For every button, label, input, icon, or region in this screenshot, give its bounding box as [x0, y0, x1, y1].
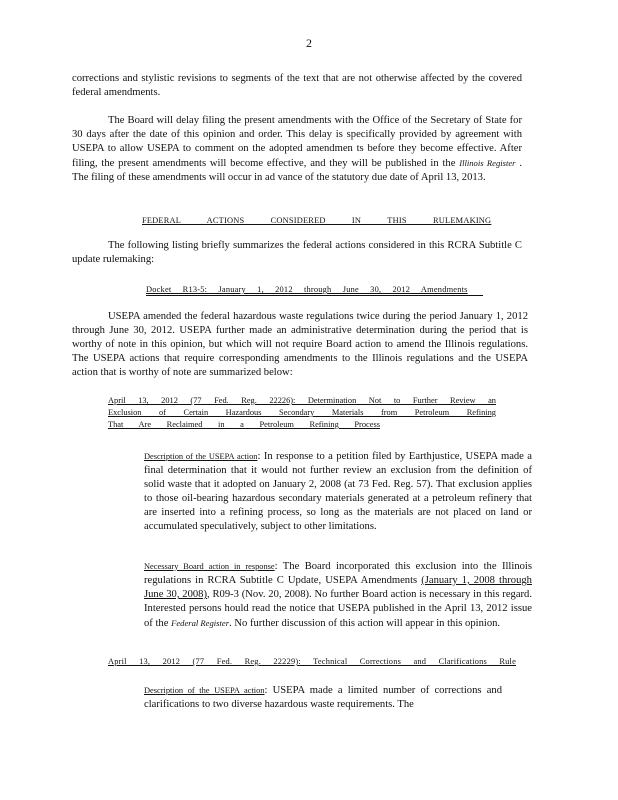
description-label-2: Description of the USEPA action	[144, 686, 265, 695]
heading-federal-actions: FEDERAL ACTIONS CONSIDERED IN THIS RULEMAKING	[142, 216, 492, 225]
illinois-register-title: Illinois Register	[459, 158, 516, 168]
paragraph-listing-summary: The following listing briefly summarizes the federal actions considered in this RCRA Subtitle C update rulemaking:	[72, 240, 522, 265]
item2-description: Description of the USEPA action: USEPA made a limited number of corrections and clarifications to two diverse hazardous waste requirements. The	[144, 685, 502, 710]
paragraph-filing-delay: The Board will delay filing the present amendments with the Office of the Secretary of State for 30 days after the date of this opinion and order. This delay is specifically provided by agreement with USEPA to allow USEPA to comment on the adopted amendmen ts before they become effective. After filing, the present amendments will become effective, and they will be published in the Illinois Register . The filing of these amendments will occur in ad vance of the statutory due date of April 13, 2013.	[72, 115, 522, 183]
board-action-label: Necessary Board action in response	[144, 562, 275, 571]
item2-heading: April 13, 2012 (77 Fed. Reg. 22229): Technical Corrections and Clarifications Rule	[108, 657, 516, 666]
federal-register-title: Federal Register	[171, 618, 230, 628]
paragraph-usepa-amended: USEPA amended the federal hazardous waste regulations twice during the period January 1, 2012 through June 30, 2012. USEPA further made an administrative determination during the period that is worthy of note in this opinion, but which will not require Board action to amend the Illinois regulations. The USEPA actions that require corresponding amendments to the Illinois regulations and the USEPA action that is worthy of note are summarized below:	[72, 311, 528, 378]
item1-description: Description of the USEPA action: In response to a petition filed by Earthjustice, USEPA made a final determination that it would not further review an exclusion from the definition of solid waste that it adopted on January 2, 2008 (at 73 Fed. Reg. 57). That exclusion applies to those oil-bearing hazardous secondary materials generated at a petroleum refinery that are inserted into a refining process, so long as the materials are not placed on land or accumulated speculatively, subject to other limitations.	[144, 451, 533, 532]
heading-docket: Docket R13-5: January 1, 2012 through June 30, 2012 Amendments	[146, 285, 468, 294]
item1-heading: April 13, 2012 (77 Fed. Reg. 22226): Determination Not to Further Review an Exclusion of Certain Hazardous Secondary Materials from Petroleum Refining That Are Reclaimed in a Petroleum Refining Process	[108, 396, 496, 429]
item1-board-response: Necessary Board action in response: The Board incorporated this exclusion into the Illinois regulations in RCRA Subtitle C Update, USEPA Amendments (January 1, 2008 through June 30, 2008), R09-3 (Nov. 20, 2008). No further Board action is necessary in this regard. Interested persons hould read the notice that USEPA published in the April 13, 2012 issue of the Federal Register. No further discussion of this action will appear in this opinion.	[144, 561, 532, 629]
docket-rule	[146, 295, 483, 296]
description-label: Description of the USEPA action	[144, 452, 258, 461]
paragraph-corrections: corrections and stylistic revisions to segments of the text that are not otherwise affected by the covered federal amendments.	[72, 73, 522, 98]
page-number: 2	[306, 36, 312, 50]
